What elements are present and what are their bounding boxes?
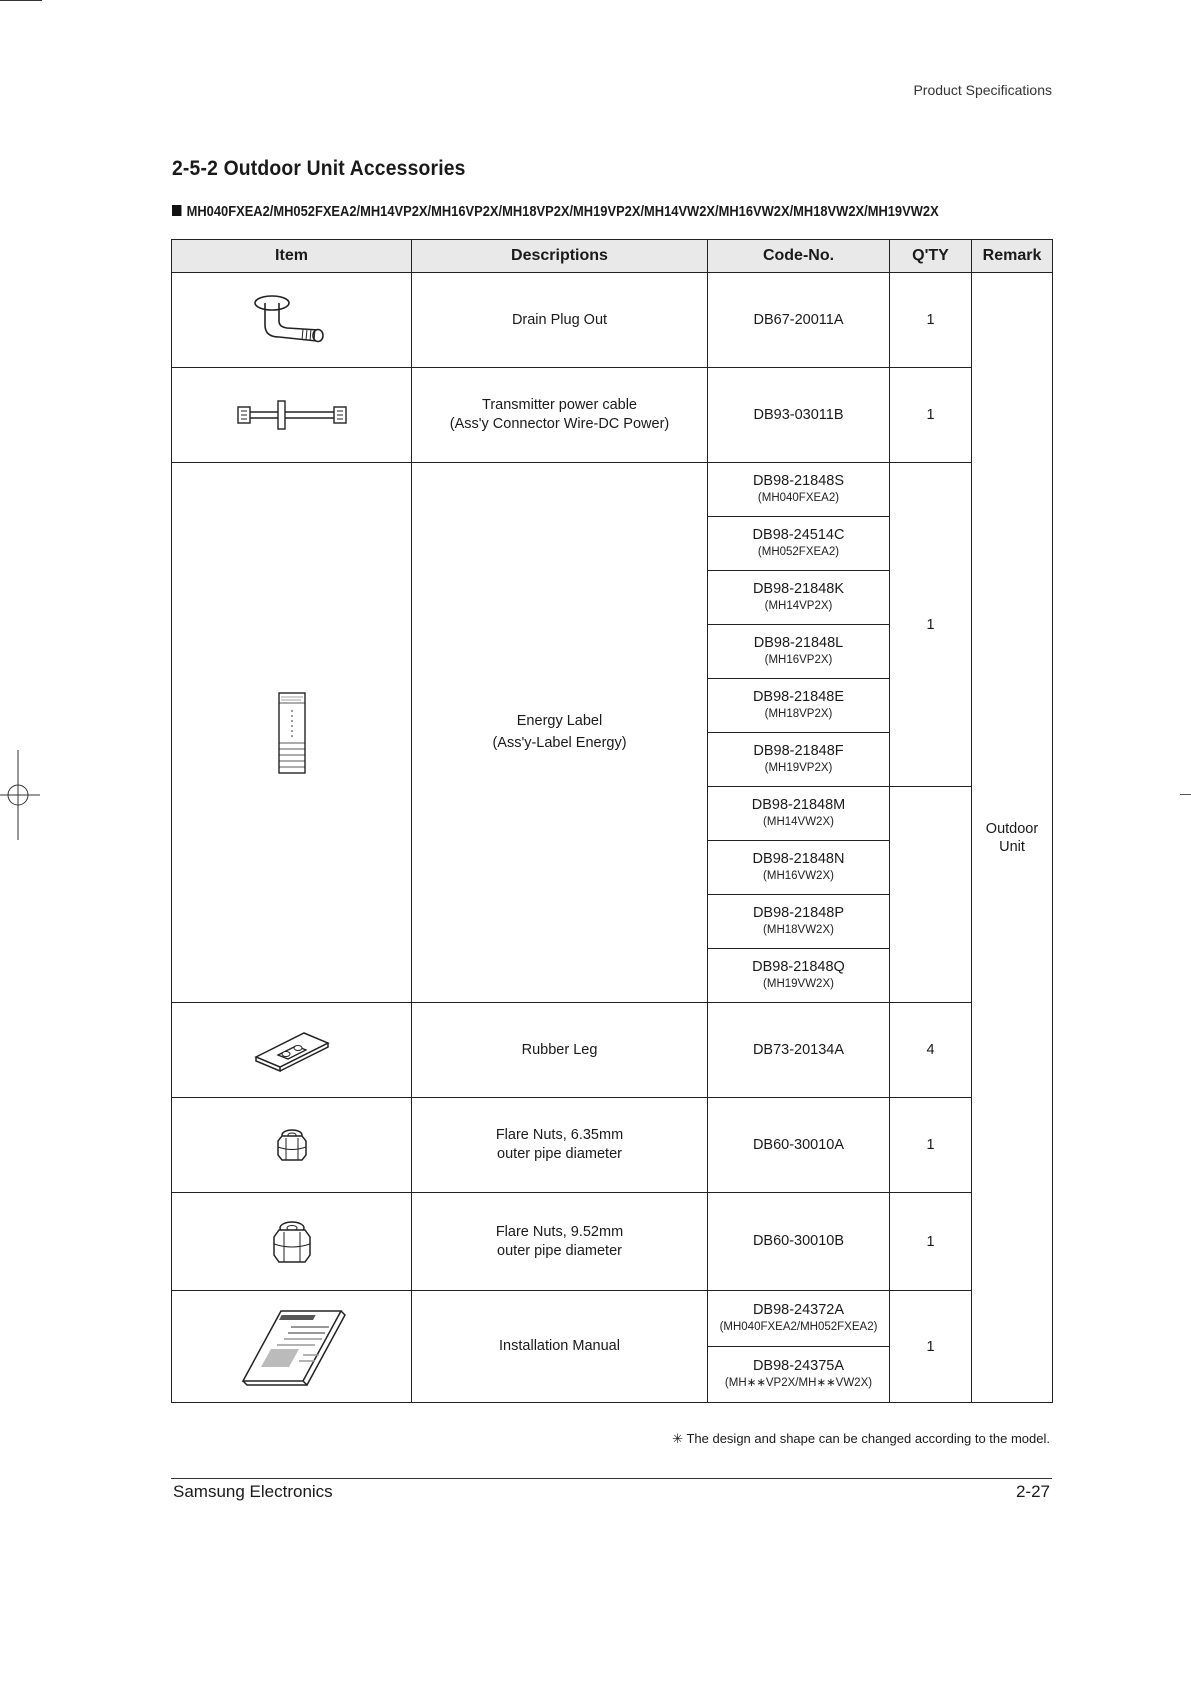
energy-label-icon xyxy=(277,691,307,775)
code-no: DB93-03011B xyxy=(753,406,844,423)
remark-line: Unit xyxy=(999,838,1025,855)
section-title: 2-5-2 Outdoor Unit Accessories xyxy=(172,157,466,180)
code-model: (MH∗∗VP2X/MH∗∗VW2X) xyxy=(724,1376,873,1389)
item-cell xyxy=(172,1003,412,1098)
description-line: Transmitter power cable xyxy=(482,397,637,413)
table-row xyxy=(172,1098,1053,1193)
description-line: outer pipe diameter xyxy=(497,1146,622,1162)
item-cell xyxy=(172,1291,412,1403)
square-bullet-icon xyxy=(172,205,181,216)
code-cell xyxy=(708,1347,890,1403)
code-no: DB98-21848S xyxy=(752,472,845,489)
installation-manual-icon xyxy=(237,1305,347,1389)
code-cell xyxy=(708,679,890,733)
col-header-qty: Q'TY xyxy=(890,240,972,273)
footer-divider xyxy=(171,1478,1052,1479)
rubber-leg-icon xyxy=(252,1027,332,1073)
table-header-row xyxy=(172,240,1053,273)
col-header-descriptions: Descriptions xyxy=(412,240,708,273)
registration-mark-icon xyxy=(0,750,40,840)
code-no: DB60-30010A xyxy=(752,1136,845,1153)
remark-cell xyxy=(972,273,1053,1403)
crop-mark-top xyxy=(0,0,42,1)
description-cell xyxy=(412,1003,708,1098)
drain-plug-out-icon xyxy=(247,285,337,355)
code-model: (MH18VP2X) xyxy=(764,707,833,720)
qty-cell: 1 xyxy=(890,1291,972,1403)
table-row xyxy=(172,1193,1053,1291)
code-model: (MH16VP2X) xyxy=(764,653,833,666)
code-cell xyxy=(708,949,890,1003)
code-model: (MH14VP2X) xyxy=(764,599,833,612)
code-cell xyxy=(708,895,890,949)
accessories-table xyxy=(171,239,1053,1403)
code-cell xyxy=(708,368,890,463)
qty-cell: 1 xyxy=(890,368,972,463)
item-cell xyxy=(172,273,412,368)
code-cell xyxy=(708,463,890,517)
qty-cell: 1 xyxy=(890,1098,972,1193)
code-no: DB98-21848K xyxy=(752,580,845,597)
description-line: Installation Manual xyxy=(499,1338,620,1354)
running-header: Product Specifications xyxy=(913,82,1052,98)
table-row xyxy=(172,463,1053,517)
col-header-item: Item xyxy=(172,240,412,273)
code-no: DB98-21848N xyxy=(752,850,845,867)
description-line: Flare Nuts, 9.52mm xyxy=(495,1223,624,1240)
code-no: DB98-21848M xyxy=(751,796,846,813)
code-no: DB98-21848L xyxy=(753,634,844,651)
code-no: DB98-24514C xyxy=(752,526,845,543)
code-cell xyxy=(708,517,890,571)
code-model: (MH18VW2X) xyxy=(763,923,834,936)
table-row xyxy=(172,1291,1053,1347)
code-no: DB98-24372A xyxy=(752,1301,845,1318)
code-model: (MH19VW2X) xyxy=(763,977,834,990)
item-cell xyxy=(172,1193,412,1291)
description-line: Energy Label xyxy=(516,713,603,729)
description-line: Flare Nuts, 6.35mm xyxy=(495,1127,624,1143)
item-cell xyxy=(172,368,412,463)
flare-nut-large-icon xyxy=(269,1217,315,1267)
item-cell xyxy=(172,1098,412,1193)
code-model: (MH040FXEA2/MH052FXEA2) xyxy=(719,1320,878,1333)
col-header-remark: Remark xyxy=(972,240,1053,273)
code-cell xyxy=(708,733,890,787)
qty-cell: 1 xyxy=(890,273,972,368)
page-number: 2-27 xyxy=(1015,1482,1050,1501)
flare-nut-small-icon xyxy=(272,1125,312,1165)
remark-line: Outdoor xyxy=(985,820,1039,837)
col-header-code-no: Code-No. xyxy=(708,240,890,273)
table-row xyxy=(172,273,1053,368)
code-cell xyxy=(708,1098,890,1193)
description-line: (Ass'y-Label Energy) xyxy=(492,735,627,751)
description-line: (Ass'y Connector Wire-DC Power) xyxy=(449,416,670,432)
code-model: (MH19VP2X) xyxy=(764,761,833,774)
description-cell xyxy=(412,368,708,463)
model-list xyxy=(172,203,939,220)
qty-cell: 1 xyxy=(890,463,972,787)
table-row xyxy=(172,368,1053,463)
code-no: DB73-20134A xyxy=(752,1041,845,1058)
description-line: Drain Plug Out xyxy=(511,311,608,328)
description-cell xyxy=(412,273,708,368)
code-cell xyxy=(708,1193,890,1291)
code-model: (MH16VW2X) xyxy=(763,869,834,882)
code-no: DB98-21848F xyxy=(753,742,844,759)
code-cell xyxy=(708,625,890,679)
code-no: DB98-21848E xyxy=(752,688,845,705)
code-model: (MH040FXEA2) xyxy=(757,491,840,504)
footnote: ✳ The design and shape can be changed according to the model. xyxy=(672,1431,1050,1446)
description-line: Rubber Leg xyxy=(521,1041,598,1058)
code-no: DB98-21848Q xyxy=(752,958,845,975)
code-no: DB98-21848P xyxy=(752,904,845,921)
qty-cell-empty xyxy=(890,787,972,1003)
code-cell xyxy=(708,841,890,895)
code-cell xyxy=(708,571,890,625)
code-cell xyxy=(708,273,890,368)
table-row xyxy=(172,1003,1053,1098)
qty-cell: 4 xyxy=(890,1003,972,1098)
description-cell xyxy=(412,1193,708,1291)
item-cell xyxy=(172,463,412,1003)
footer-company: Samsung Electronics xyxy=(173,1482,333,1501)
code-no: DB98-24375A xyxy=(752,1357,845,1374)
model-list-text: MH040FXEA2/MH052FXEA2/MH14VP2X/MH16VP2X/MH18VP2X/MH19VP2X/MH14VW2X/MH16VW2X/MH18VW2X/MH19VW2X xyxy=(186,203,939,220)
code-model: (MH052FXEA2) xyxy=(757,545,840,558)
code-cell xyxy=(708,1003,890,1098)
transmitter-power-cable-icon xyxy=(236,397,348,433)
code-cell xyxy=(708,1291,890,1347)
description-line: outer pipe diameter xyxy=(497,1242,622,1259)
code-no: DB60-30010B xyxy=(752,1233,845,1249)
code-cell xyxy=(708,787,890,841)
qty-cell: 1 xyxy=(890,1193,972,1291)
description-cell xyxy=(412,463,708,1003)
code-model: (MH14VW2X) xyxy=(763,815,834,828)
code-no: DB67-20011A xyxy=(753,311,844,328)
description-cell xyxy=(412,1291,708,1403)
description-cell xyxy=(412,1098,708,1193)
crop-mark-right xyxy=(1180,794,1191,795)
